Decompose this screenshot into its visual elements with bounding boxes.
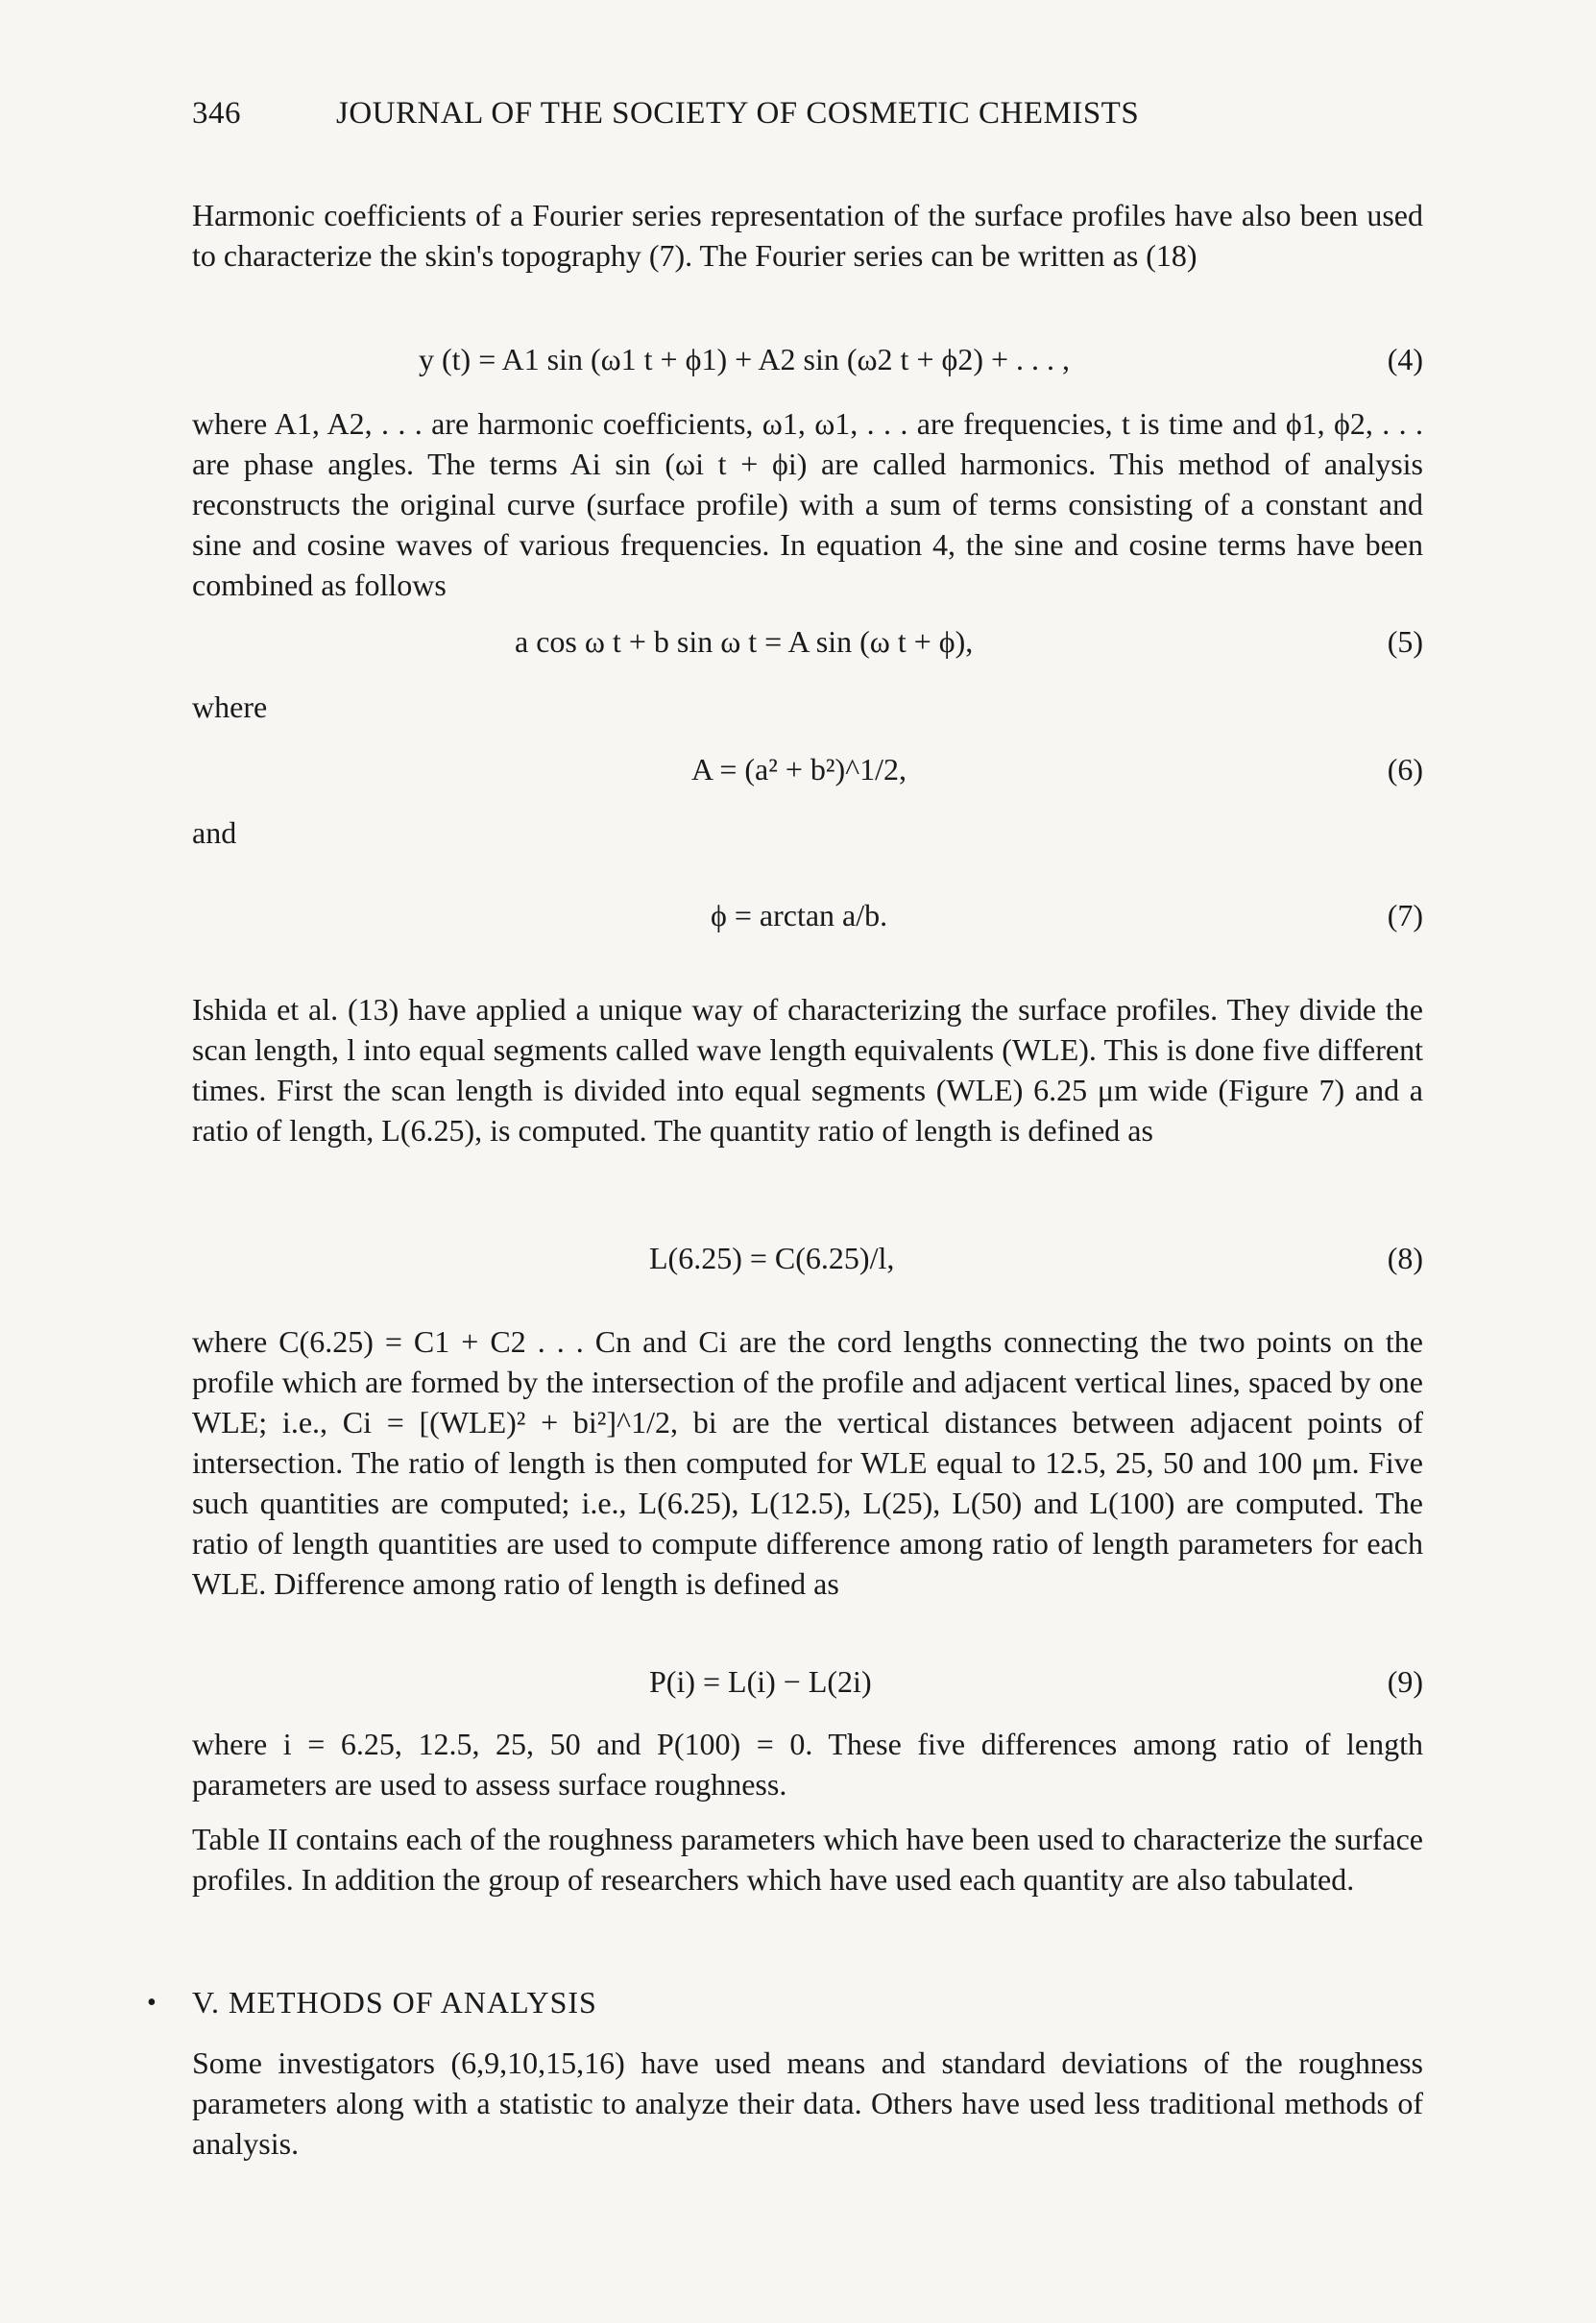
equation-7 xyxy=(192,898,1423,944)
paragraph-ishida: Ishida et al. (13) have applied a unique way of characterizing the surface profiles. They divide the scan length, l into equal segments called wave length equivalents (WLE). This is done five different times. First the scan length is divided into equal segments (WLE) 6.25 μm wide (Figure 7) and a ratio of length, L(6.25), is computed. The quantity ratio of length is defined as xyxy=(192,992,1423,1148)
paragraph-methods: Some investigators (6,9,10,15,16) have used means and standard deviations of the roughness parameters along with a statistic to analyze their data. Others have used less traditional methods of analysis. xyxy=(192,2045,1423,2161)
equation-6 xyxy=(192,752,1423,798)
margin-bullet: • xyxy=(147,1988,157,2018)
equation-5 xyxy=(192,624,1423,670)
section-heading: V. METHODS OF ANALYSIS xyxy=(192,1985,597,2020)
running-header xyxy=(192,96,1421,132)
equation-7-number: (7) xyxy=(1387,898,1423,932)
paragraph-table-ii: Table II contains each of the roughness parameters which have been used to characterize the surface profiles. In addition the group of researchers which have used each quantity are also tabulated. xyxy=(192,1822,1423,1897)
equation-5-body: a cos ω t + b sin ω t = A sin (ω t + ϕ), xyxy=(515,624,974,659)
paragraph-harmonic-terms: where A1, A2, . . . are harmonic coefficients, ω1, ω1, . . . are frequencies, t is time and ϕ1, ϕ2, . . . are phase angles. The terms Ai sin (ωi t + ϕi) are called harmonics. This method of analysis reconstructs the original curve (surface profile) with a sum of terms consisting of a constant and sine and cosine waves of various frequencies. In equation 4, the sine and cosine terms have been combined as follows xyxy=(192,406,1423,602)
equation-4-number: (4) xyxy=(1387,342,1423,376)
equation-5-number: (5) xyxy=(1387,624,1423,659)
equation-8-body: L(6.25) = C(6.25)/l, xyxy=(649,1241,895,1275)
equation-6-number: (6) xyxy=(1387,752,1423,786)
paragraph-differences: where i = 6.25, 12.5, 25, 50 and P(100) = 0. These five differences among ratio of length parameters are used to assess surface roughness. xyxy=(192,1727,1423,1802)
journal-title: JOURNAL OF THE SOCIETY OF COSMETIC CHEMISTS xyxy=(336,96,1140,131)
equation-4-body: y (t) = A1 sin (ω1 t + ϕ1) + A2 sin (ω2 t + ϕ2) + . . . , xyxy=(419,342,1071,376)
label-and: and xyxy=(192,815,237,850)
equation-4 xyxy=(192,342,1423,388)
page-number: 346 xyxy=(192,96,241,131)
equation-9-body: P(i) = L(i) − L(2i) xyxy=(649,1664,872,1699)
equation-7-body: ϕ = arctan a/b. xyxy=(711,898,888,932)
equation-8 xyxy=(192,1241,1423,1287)
paragraph-cord-lengths: where C(6.25) = C1 + C2 . . . Cn and Ci are the cord lengths connecting the two points on the profile which are formed by the intersection of the profile and adjacent vertical lines, spaced by one WLE; i.e., Ci = [(WLE)² + bi²]^1/2, bi are the vertical distances between adjacent points of intersection. The ratio of length is then computed for WLE equal to 12.5, 25, 50 and 100 μm. Five such quantities are computed; i.e., L(6.25), L(12.5), L(25), L(50) and L(100) are computed. The ratio of length quantities are used to compute difference among ratio of length parameters for each WLE. Difference among ratio of length is defined as xyxy=(192,1324,1423,1601)
equation-9 xyxy=(192,1664,1423,1710)
equation-9-number: (9) xyxy=(1387,1664,1423,1699)
equation-6-body: A = (a² + b²)^1/2, xyxy=(691,752,907,786)
equation-8-number: (8) xyxy=(1387,1241,1423,1275)
label-where: where xyxy=(192,690,268,724)
paragraph-fourier-intro: Harmonic coefficients of a Fourier series representation of the surface profiles have also been used to characterize the skin's topography (7). The Fourier series can be written as (18) xyxy=(192,198,1423,273)
